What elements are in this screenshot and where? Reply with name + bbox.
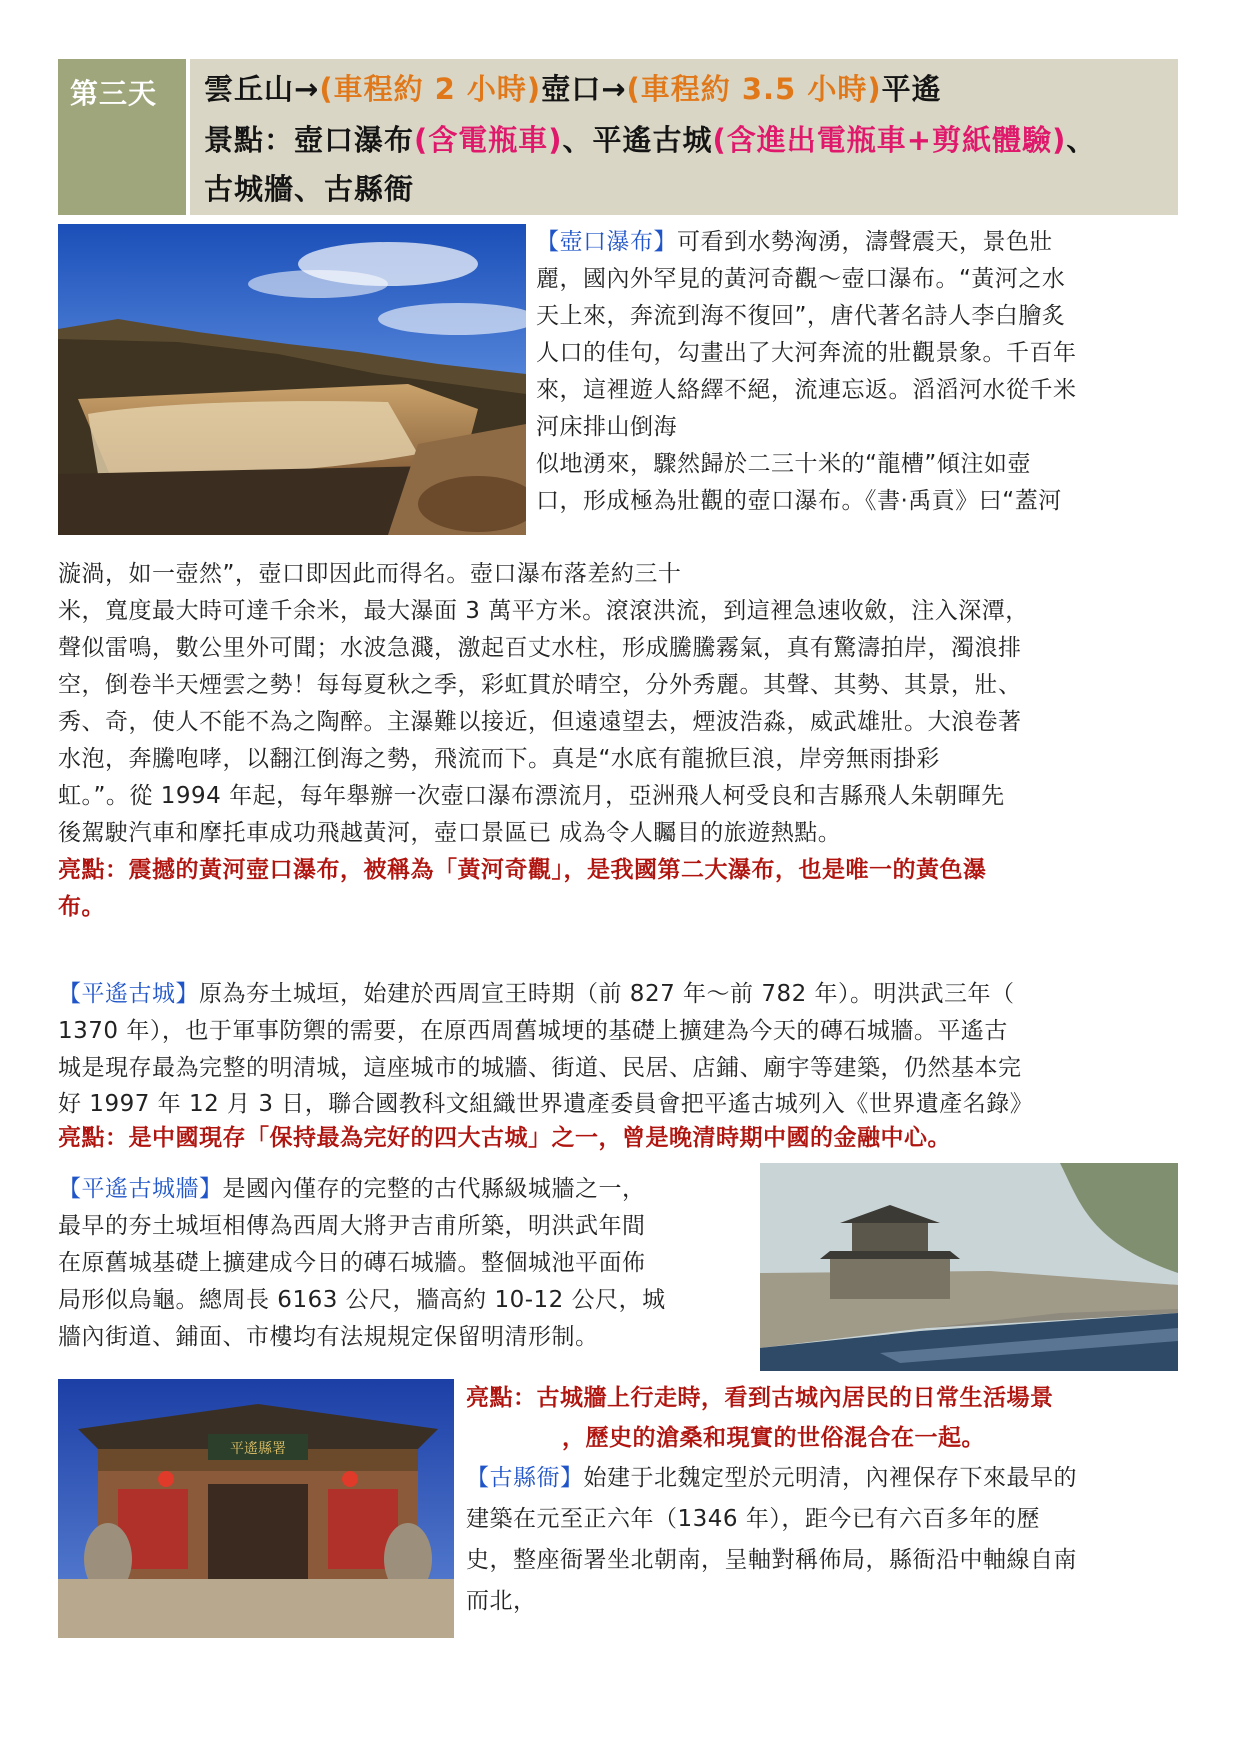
text-line: 局形似烏龜。總周長 6163 公尺，牆高約 10-12 公尺，城 <box>58 1287 666 1313</box>
text-line: 聲似雷鳴，數公里外可聞；水波急濺，激起百丈水柱，形成騰騰霧氣，真有驚濤拍岸，濁浪排 <box>58 635 1022 661</box>
route-duration-2: (車程約 3.5 小時) <box>626 72 882 106</box>
spot-hukou-note: (含電瓶車) <box>414 123 563 157</box>
hukou-heading: 【壺口瀑布】 <box>536 229 677 255</box>
text-line: 漩渦，如一壺然”，壺口即因此而得名。壺口瀑布落差約三十 <box>58 561 682 587</box>
text-line: 後駕駛汽車和摩托車成功飛越黃河，壺口景區已 成為令人矚目的旅遊熱點。 <box>58 820 842 846</box>
text-line: 秀、奇，使人不能不為之陶醉。主瀑難以接近，但遠遠望去，煙波浩淼，威武雄壯。大浪卷著 <box>58 709 1022 735</box>
wall-text <box>58 1171 748 1356</box>
text-line: 史，整座衙署坐北朝南，呈軸對稱佈局，縣衙沿中軸線自南 <box>466 1547 1077 1573</box>
route-duration-1: (車程約 2 小時) <box>319 72 542 106</box>
text-line: 米，寬度最大時可達千余米，最大瀑面 3 萬平方米。滾滾洪流，到這裡急速收斂，注入深潭， <box>58 598 1029 624</box>
route-line <box>204 68 942 110</box>
spot-pingyao: 、平遙古城 <box>562 123 713 157</box>
text-line: 來，這裡遊人絡繹不絕，流連忘返。滔滔河水從千米 <box>536 377 1077 403</box>
text-line: 天上來，奔流到海不復回”，唐代著名詩人李白膾炙 <box>536 303 1066 329</box>
spots-line-2: 古城牆、古縣衙 <box>204 172 415 206</box>
spot-hukou: 景點：壺口瀑布 <box>204 123 415 157</box>
text-line: 是國內僅存的完整的古代縣級城牆之一， <box>222 1176 646 1202</box>
route-stop: 壺口→ <box>541 72 627 106</box>
text-line: 原為夯土城垣，始建於西周宣王時期（前 827 年～前 782 年）。明洪武三年（ <box>199 981 1015 1007</box>
text-line: 始建于北魏定型於元明清，內裡保存下來最早的 <box>583 1465 1077 1491</box>
yamen-plaque: 平遙縣署 <box>230 1441 286 1457</box>
pingyao-heading: 【平遙古城】 <box>58 981 199 1007</box>
text-line: 河床排山倒海 <box>536 414 677 440</box>
day-label: 第三天 <box>70 77 158 110</box>
text-line: 1370 年），也于軍事防禦的需要，在原西周舊城埂的基礎上擴建為今天的磚石城牆。平遙古 <box>58 1018 1008 1044</box>
text-line: 在原舊城基礎上擴建成今日的磚石城牆。整個城池平面佈 <box>58 1250 646 1276</box>
waterfall-photo <box>58 224 526 535</box>
text-line: 口，形成極為壯觀的壺口瀑布。《書·禹貢》曰“蓋河 <box>536 488 1062 514</box>
yamen-text <box>466 1378 1186 1622</box>
hukou-highlight: 布。 <box>58 894 105 920</box>
spot-pingyao-note: (含進出電瓶車+剪紙體驗) <box>712 123 1067 157</box>
city-wall-photo <box>760 1163 1178 1371</box>
pingyao-highlight: 亮點：是中國現存「保持最為完好的四大古城」之一，曾是晚清時期中國的金融中心。 <box>58 1125 951 1151</box>
hukou-full-text <box>58 556 1188 926</box>
text-line: 人口的佳句，勾畫出了大河奔流的壯觀景象。千百年 <box>536 340 1077 366</box>
spots-line <box>204 119 1096 161</box>
wall-heading: 【平遙古城牆】 <box>58 1176 223 1202</box>
pingyao-text <box>58 976 1188 1155</box>
route-start: 雲丘山→ <box>204 72 320 106</box>
text-line: 城是現存最為完整的明清城，這座城市的城牆、街道、民居、店鋪、廟宇等建築，仍然基本完 <box>58 1055 1022 1081</box>
yamen-heading: 【古縣衙】 <box>466 1465 584 1491</box>
spot-sep: 、 <box>1066 123 1097 157</box>
text-line: 好 1997 年 12 月 3 日，聯合國教科文組織世界遺產委員會把平遙古城列入《世界遺產名錄》 <box>58 1091 1034 1117</box>
wall-highlight: ，歷史的滄桑和現實的世俗混合在一起。 <box>562 1425 985 1451</box>
text-line: 最早的夯土城垣相傳為西周大將尹吉甫所築，明洪武年間 <box>58 1213 646 1239</box>
text-line: 牆內街道、鋪面、市樓均有法規規定保留明清形制。 <box>58 1324 599 1350</box>
hukou-highlight: 亮點：震撼的黃河壺口瀑布，被稱為「黃河奇觀」，是我國第二大瀑布，也是唯一的黃色瀑 <box>58 857 987 883</box>
text-line: 水泡，奔騰咆哮，以翻江倒海之勢，飛流而下。真是“水底有龍掀巨浪，岸旁無雨掛彩 <box>58 746 940 772</box>
text-line: 麗，國內外罕見的黃河奇觀～壺口瀑布。“黃河之水 <box>536 266 1066 292</box>
text-line: 而北， <box>466 1588 537 1614</box>
text-line: 可看到水勢洶湧，濤聲震天，景色壯 <box>677 229 1053 255</box>
text-line: 建築在元至正六年（1346 年），距今已有六百多年的歷 <box>466 1506 1040 1532</box>
text-line: 虹。”。從 1994 年起，每年舉辦一次壺口瀑布漂流月，亞洲飛人柯受良和吉縣飛人朱朝暉先 <box>58 783 1005 809</box>
route-end: 平遙 <box>881 72 942 106</box>
county-yamen-photo <box>58 1379 454 1638</box>
hukou-wrap-text <box>536 224 1186 520</box>
text-line: 似地湧來，驟然歸於二三十米的“龍槽”傾注如壺 <box>536 451 1031 477</box>
text-line: 空，倒卷半天煙雲之勢！每每夏秋之季，彩虹貫於晴空，分外秀麗。其聲、其勢、其景，壯、 <box>58 672 1022 698</box>
wall-highlight: 亮點：古城牆上行走時，看到古城內居民的日常生活場景 <box>466 1385 1054 1411</box>
